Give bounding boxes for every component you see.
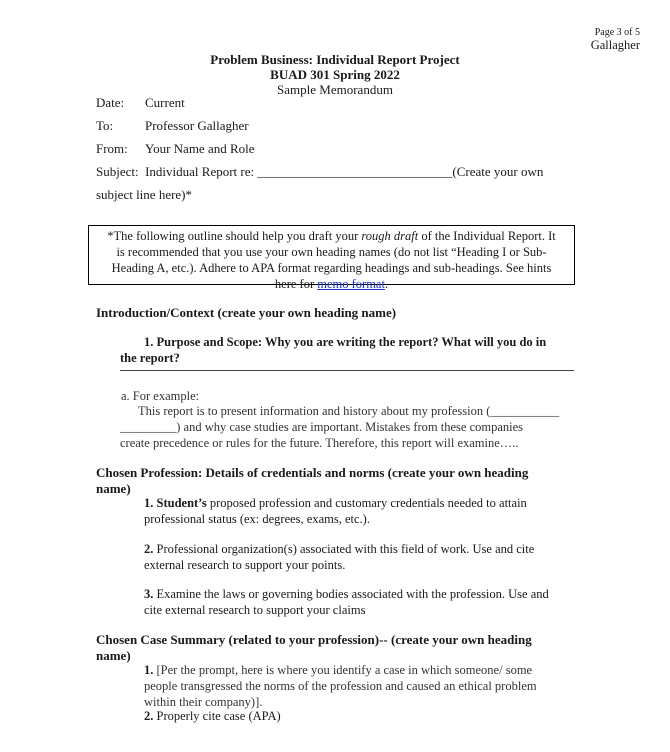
profession-heading-line2: name) (96, 481, 131, 496)
case-item-1: 1. [Per the prompt, here is where you identify a case in which someone/ some (144, 663, 533, 677)
instructor-name: Gallagher (590, 38, 640, 52)
example-line-2: _________) and why case studies are important. Mistakes from these companies (120, 420, 524, 434)
example-label: a. For example: (121, 389, 200, 403)
doc-title: Problem Business: Individual Report Project (210, 52, 460, 67)
case-item-1-cont2: within their company)]. (144, 695, 263, 709)
profession-item-2-cont: external research to support your points. (144, 558, 346, 572)
subject-line-cont: subject line here)* (96, 187, 193, 202)
case-heading-line2: name) (96, 648, 131, 663)
note-line-3: Heading A, etc.). Adhere to APA format regarding headings and sub-headings. See hints (111, 261, 552, 275)
note-line-1: *The following outline should help you draft your rough draft of the Individual Report. It (107, 229, 556, 243)
doc-subtitle: Sample Memorandum (277, 82, 393, 97)
course-title: BUAD 301 Spring 2022 (270, 67, 400, 82)
note-line-4: here for memo format. (274, 277, 389, 291)
to-label: To: (96, 118, 114, 133)
purpose-scope-line1: 1. Purpose and Scope: Why you are writing the report? What will you do in (144, 335, 547, 349)
from-label: From: (96, 141, 128, 156)
note-line-2: is recommended that you use your own heading names (do not list “Heading I or Sub- (116, 245, 547, 259)
example-line-3: create precedence or rules for the future. Therefore, this report will examine….. (120, 436, 519, 450)
section-divider (120, 370, 574, 371)
memo-format-link[interactable]: memo format (317, 277, 385, 291)
page-number: Page 3 of 5 (594, 27, 640, 38)
date-value: Current (145, 95, 185, 110)
to-value: Professor Gallagher (145, 118, 249, 133)
subject-line: Subject: Individual Report re: ______________________________(Create your own (96, 164, 544, 179)
page-header (520, 26, 640, 52)
example-line-1: This report is to present information and history about my profession (___________ (138, 404, 560, 418)
from-value: Your Name and Role (145, 141, 255, 156)
profession-heading-line1: Chosen Profession: Details of credentials and norms (create your own heading (96, 465, 529, 480)
case-item-1-cont: people transgressed the norms of the profession and caused an ethical problem (144, 679, 537, 693)
profession-item-1-cont: professional status (ex: degrees, exams, etc.). (144, 512, 370, 526)
purpose-scope-line2: the report? (120, 351, 180, 365)
case-item-2: 2. Properly cite case (APA) (144, 709, 281, 723)
case-heading-line1: Chosen Case Summary (related to your profession)-- (create your own heading (96, 632, 532, 647)
outline-note-box (88, 225, 575, 291)
profession-item-3: 3. Examine the laws or governing bodies associated with the profession. Use and (144, 587, 549, 601)
profession-item-2: 2. Professional organization(s) associated with this field of work. Use and cite (144, 542, 535, 556)
profession-item-1: 1. Student’s proposed profession and customary credentials needed to attain (144, 496, 527, 510)
intro-heading: Introduction/Context (create your own heading name) (96, 305, 397, 320)
profession-item-3-cont: cite external research to support your claims (144, 603, 366, 617)
date-label: Date: (96, 95, 125, 110)
